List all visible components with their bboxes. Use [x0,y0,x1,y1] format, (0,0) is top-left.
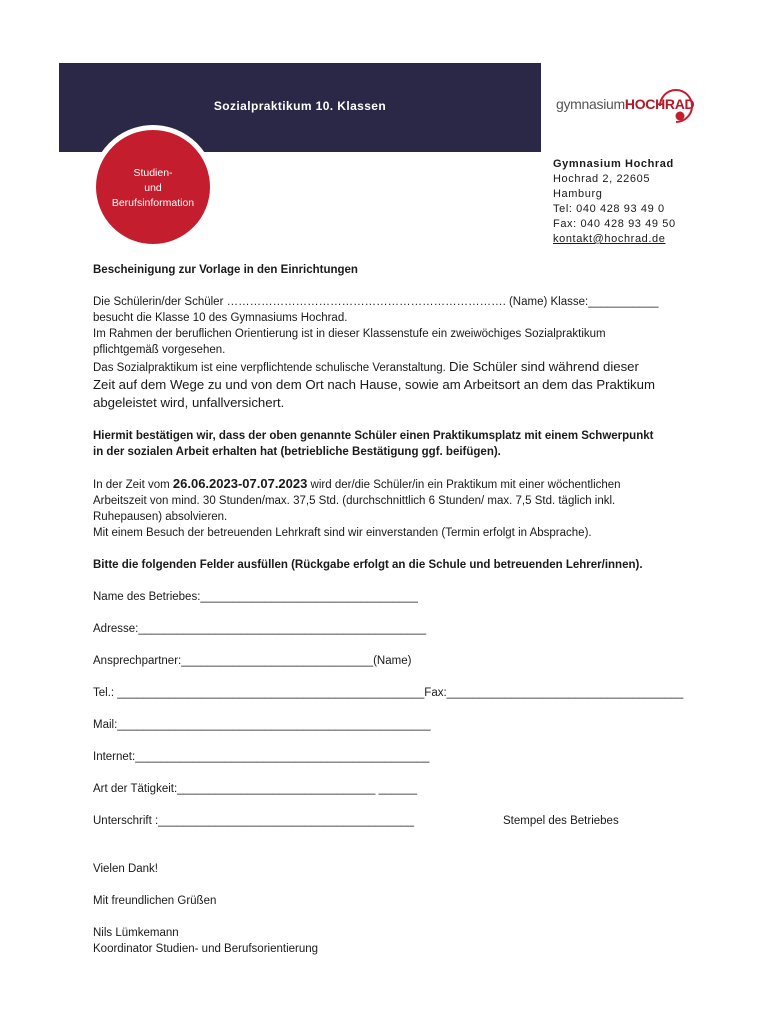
activity-field[interactable]: Art der Tätigkeit:_______________________________ ______ [93,783,417,795]
confirmation-paragraph: Hiermit bestätigen wir, dass der oben genannte Schüler einen Praktikumsplatz mit einem Schwerpunkt in der sozialen Arbeit erhalten hat (betriebliche Bestätigung ggf. beifügen). [93,430,654,458]
info-badge-text [96,166,210,211]
letter-heading: Bescheinigung zur Vorlage in den Einrichtungen [93,264,358,276]
insurance-line-2: abgeleistet wird, unfallversichert. [93,395,285,410]
insurance-line-1: Zeit auf dem Wege zu und von dem Ort nach Hause, sowie am Arbeitsort an dem das Praktikum [93,377,655,392]
badge-line-2: und [144,182,162,194]
regards-line: Mit freundlichen Grüßen [93,895,217,907]
contact-email-link[interactable]: kontakt@hochrad.de [553,233,666,245]
instruction-line: Bitte die folgenden Felder ausfüllen (Rückgabe erfolgt an die Schule und betreuenden Lehrer/innen). [93,559,643,571]
signature-field[interactable]: Unterschrift :________________________________________ [93,815,415,827]
class-line: besucht die Klasse 10 des Gymnasiums Hochrad. [93,312,348,324]
logo-ring-icon [656,84,696,126]
info-badge [91,125,215,249]
stamp-label: Stempel des Betriebes [503,815,619,827]
address-field[interactable]: Adresse:_____________________________________________ [93,623,427,635]
signer-role: Koordinator Studien- und Berufsorientierung [93,943,319,955]
period-dates: 26.06.2023-07.07.2023 [172,476,308,491]
phone-fax-row [93,685,713,701]
student-line: Die Schülerin/der Schüler ………………………………………………………………. (Name) Klasse:___________ [93,296,659,308]
badge-line-3: Berufsinformation [111,197,195,209]
intro-paragraph [93,294,713,412]
page-title: Sozialpraktikum 10. Klassen [213,99,387,113]
period-paragraph: In der Zeit vom 26.06.2023-07.07.2023 wird der/die Schüler/in ein Praktikum mit einer wöchentlichen Arbeitszeit von mind. 30 Stunden/max. 37,5 Std. (durchschnittlich 6 Stunden/ max. 7,5 Std. täglich inkl. Ruhepausen) absolvieren. Mit einem Besuch der betreuenden Lehrkraft sind wir einverstanden (Termin erfolgt in Absprache). [93,476,621,539]
thanks-line: Vielen Dank! [93,863,158,875]
mail-field[interactable]: Mail:_________________________________________________ [93,719,431,731]
letter-body [93,262,713,957]
contact-street: Hochrad 2, 22605 [553,173,651,185]
event-line: Das Sozialpraktikum ist eine verpflichtende schulische Veranstaltung. Die Schüler sind während dieser [93,359,639,374]
logo-wordmark: gymnasiumHOCHRAD [556,96,695,112]
signature-block [93,925,713,957]
contact-person-field[interactable]: Ansprechpartner:______________________________(Name) [93,655,412,667]
contact-tel: Tel: 040 428 93 49 0 [553,203,665,215]
contact-block [553,157,676,247]
internet-field[interactable]: Internet:______________________________________________ [93,751,430,763]
mandatory-line: pflichtgemäß vorgesehen. [93,344,226,356]
badge-line-1: Studien- [133,167,173,179]
contact-name: Gymnasium Hochrad [553,158,674,170]
signer-name: Nils Lümkemann [93,927,179,939]
contact-fax: Fax: 040 428 93 49 50 [553,218,676,230]
fax-field[interactable]: Fax:_____________________________________ [424,687,684,699]
signature-row [93,813,713,829]
contact-city: Hamburg [553,188,603,200]
school-logo [556,82,695,126]
orientation-line: Im Rahmen der beruflichen Orientierung ist in dieser Klassenstufe ein zweiwöchiges Sozialpraktikum [93,328,606,340]
tel-field[interactable]: Tel.: ________________________________________________ [93,687,425,699]
company-field[interactable]: Name des Betriebes:__________________________________ [93,591,418,603]
